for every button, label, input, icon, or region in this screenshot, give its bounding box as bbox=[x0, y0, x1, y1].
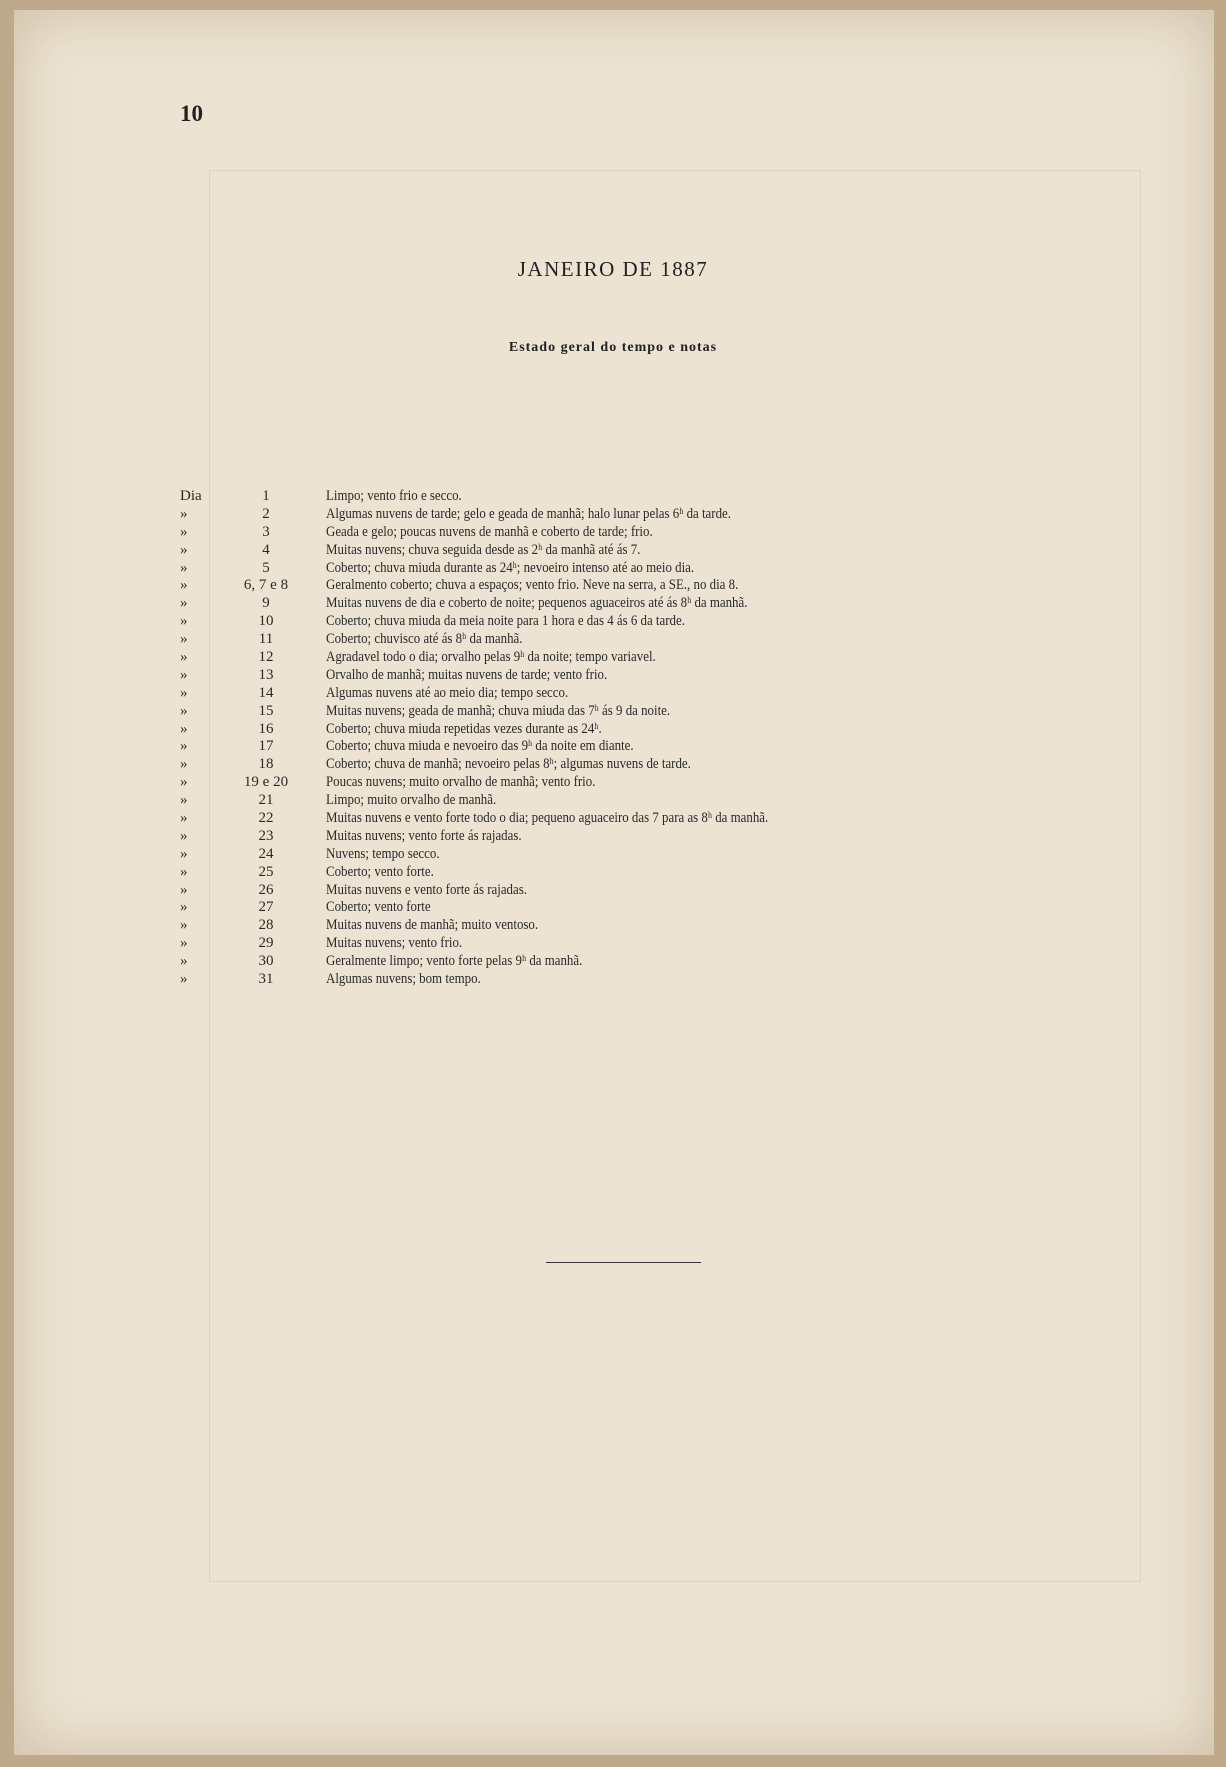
list-item bbox=[0, 595, 1226, 613]
list-item bbox=[0, 810, 1226, 828]
ditto-mark: » bbox=[180, 577, 188, 594]
list-item bbox=[0, 542, 1226, 560]
ditto-mark: » bbox=[180, 684, 188, 701]
weather-note: Geralmente limpo; vento forte pelas 9ʰ da manhã. bbox=[326, 953, 583, 970]
list-item bbox=[0, 488, 1226, 506]
ditto-mark: » bbox=[180, 935, 188, 952]
list-item bbox=[0, 685, 1226, 703]
day-number: 4 bbox=[262, 541, 270, 558]
section-subtitle: Estado geral do tempo e notas bbox=[508, 340, 718, 355]
list-item bbox=[0, 649, 1226, 667]
ditto-mark: » bbox=[180, 505, 188, 522]
day-number: 22 bbox=[258, 810, 274, 827]
list-item bbox=[0, 953, 1226, 971]
list-item bbox=[0, 935, 1226, 953]
weather-note: Coberto; chuvisco até ás 8ʰ da manhã. bbox=[326, 631, 523, 648]
ditto-mark: » bbox=[180, 774, 188, 791]
weather-note: Orvalho de manhã; muitas nuvens de tarde; vento frio. bbox=[326, 666, 608, 683]
weather-note: Coberto; chuva miuda repetidas vezes durante as 24ʰ. bbox=[326, 720, 602, 737]
ditto-mark: » bbox=[180, 720, 188, 737]
ditto-mark: » bbox=[180, 863, 188, 880]
weather-note: Algumas nuvens até ao meio dia; tempo secco. bbox=[326, 684, 569, 701]
list-item bbox=[0, 971, 1226, 989]
ditto-mark: » bbox=[180, 613, 188, 630]
list-item bbox=[0, 899, 1226, 917]
ditto-mark: » bbox=[180, 845, 188, 862]
list-item bbox=[0, 524, 1226, 542]
day-number: 18 bbox=[258, 756, 274, 773]
day-number: 23 bbox=[258, 827, 274, 844]
list-item bbox=[0, 506, 1226, 524]
weather-note: Coberto; chuva miuda da meia noite para 1 hora e das 4 ás 6 da tarde. bbox=[326, 613, 685, 630]
weather-note: Algumas nuvens; bom tempo. bbox=[326, 971, 481, 988]
weather-note: Muitas nuvens e vento forte todo o dia; pequeno aguaceiro das 7 para as 8ʰ da manhã. bbox=[326, 810, 769, 827]
ditto-mark: » bbox=[180, 702, 188, 719]
list-item bbox=[0, 882, 1226, 900]
weather-note: Muitas nuvens; vento forte ás rajadas. bbox=[326, 827, 522, 844]
list-item bbox=[0, 577, 1226, 595]
weather-note: Muitas nuvens de manhã; muito ventoso. bbox=[326, 917, 539, 934]
ditto-mark: » bbox=[180, 559, 188, 576]
ditto-mark: » bbox=[180, 971, 188, 988]
list-item bbox=[0, 864, 1226, 882]
weather-note: Geralmento coberto; chuva a espaços; vento frio. Neve na serra, a SE., no dia 8. bbox=[326, 577, 739, 594]
list-item bbox=[0, 631, 1226, 649]
list-item bbox=[0, 774, 1226, 792]
list-item bbox=[0, 738, 1226, 756]
page-title: JANEIRO DE 1887 bbox=[517, 257, 709, 281]
ditto-mark: » bbox=[180, 827, 188, 844]
day-number: 28 bbox=[258, 917, 274, 934]
weather-note: Poucas nuvens; muito orvalho de manhã; vento frio. bbox=[326, 774, 596, 791]
weather-note: Coberto; chuva miuda durante as 24ʰ; nevoeiro intenso até ao meio dia. bbox=[326, 559, 695, 576]
list-item bbox=[0, 917, 1226, 935]
day-number: 3 bbox=[262, 523, 270, 540]
weather-note: Nuvens; tempo secco. bbox=[326, 845, 440, 862]
day-number: 30 bbox=[258, 953, 274, 970]
day-number: 11 bbox=[258, 631, 274, 648]
ditto-mark: » bbox=[180, 595, 188, 612]
day-number: 21 bbox=[258, 792, 274, 809]
ditto-mark: » bbox=[180, 666, 188, 683]
day-number: 2 bbox=[262, 505, 270, 522]
day-number: 17 bbox=[258, 738, 274, 755]
weather-note: Agradavel todo o dia; orvalho pelas 9ʰ da noite; tempo variavel. bbox=[326, 649, 656, 666]
list-item bbox=[0, 828, 1226, 846]
page-number: 10 bbox=[180, 101, 203, 126]
ditto-mark: » bbox=[180, 899, 188, 916]
day-number: 19 e 20 bbox=[243, 774, 289, 791]
weather-note: Geada e gelo; poucas nuvens de manhã e coberto de tarde; frio. bbox=[326, 523, 653, 540]
day-number: 24 bbox=[258, 845, 274, 862]
weather-note: Muitas nuvens; geada de manhã; chuva miuda das 7ʰ ás 9 da noite. bbox=[326, 702, 671, 719]
list-item bbox=[0, 756, 1226, 774]
ditto-mark: » bbox=[180, 917, 188, 934]
weather-note: Coberto; chuva miuda e nevoeiro das 9ʰ da noite em diante. bbox=[326, 738, 634, 755]
day-number: 26 bbox=[258, 881, 274, 898]
day-number: 6, 7 e 8 bbox=[243, 577, 289, 594]
day-number: 13 bbox=[258, 666, 274, 683]
day-number: 14 bbox=[258, 684, 274, 701]
weather-note: Limpo; vento frio e secco. bbox=[326, 488, 462, 504]
day-number: 16 bbox=[258, 720, 274, 737]
list-item bbox=[0, 613, 1226, 631]
weather-note: Coberto; vento forte. bbox=[326, 863, 434, 880]
list-item bbox=[0, 721, 1226, 739]
day-number: 9 bbox=[262, 595, 270, 612]
day-column-label: Dia bbox=[180, 488, 202, 504]
ditto-mark: » bbox=[180, 810, 188, 827]
ditto-mark: » bbox=[180, 631, 188, 648]
list-item bbox=[0, 703, 1226, 721]
ditto-mark: » bbox=[180, 649, 188, 666]
weather-note: Limpo; muito orvalho de manhã. bbox=[326, 792, 497, 809]
day-number: 5 bbox=[262, 559, 270, 576]
weather-note: Muitas nuvens de dia e coberto de noite; pequenos aguaceiros até ás 8ʰ da manhã. bbox=[326, 595, 748, 612]
weather-note: Muitas nuvens; chuva seguida desde as 2ʰ da manhã até ás 7. bbox=[326, 541, 641, 558]
ditto-mark: » bbox=[180, 953, 188, 970]
weather-notes-list bbox=[0, 488, 1226, 989]
weather-note: Muitas nuvens; vento frio. bbox=[326, 935, 463, 952]
list-item bbox=[0, 792, 1226, 810]
day-number: 29 bbox=[258, 935, 274, 952]
weather-note: Algumas nuvens de tarde; gelo e geada de manhã; halo lunar pelas 6ʰ da tarde. bbox=[326, 505, 731, 522]
day-number: 25 bbox=[258, 863, 274, 880]
day-number: 27 bbox=[258, 899, 274, 916]
list-item bbox=[0, 667, 1226, 685]
ditto-mark: » bbox=[180, 738, 188, 755]
ditto-mark: » bbox=[180, 541, 188, 558]
day-number: 10 bbox=[258, 613, 274, 630]
weather-note: Muitas nuvens e vento forte ás rajadas. bbox=[326, 881, 527, 898]
ditto-mark: » bbox=[180, 881, 188, 898]
day-number: 12 bbox=[258, 649, 274, 666]
day-number: 31 bbox=[258, 971, 274, 988]
ditto-mark: » bbox=[180, 756, 188, 773]
weather-note: Coberto; vento forte bbox=[326, 899, 431, 916]
closing-rule bbox=[546, 1262, 701, 1263]
weather-note: Coberto; chuva de manhã; nevoeiro pelas 8ʰ; algumas nuvens de tarde. bbox=[326, 756, 691, 773]
list-item bbox=[0, 560, 1226, 578]
list-item bbox=[0, 846, 1226, 864]
ditto-mark: » bbox=[180, 792, 188, 809]
ditto-mark: » bbox=[180, 523, 188, 540]
day-number: 1 bbox=[262, 488, 270, 504]
day-number: 15 bbox=[258, 702, 274, 719]
